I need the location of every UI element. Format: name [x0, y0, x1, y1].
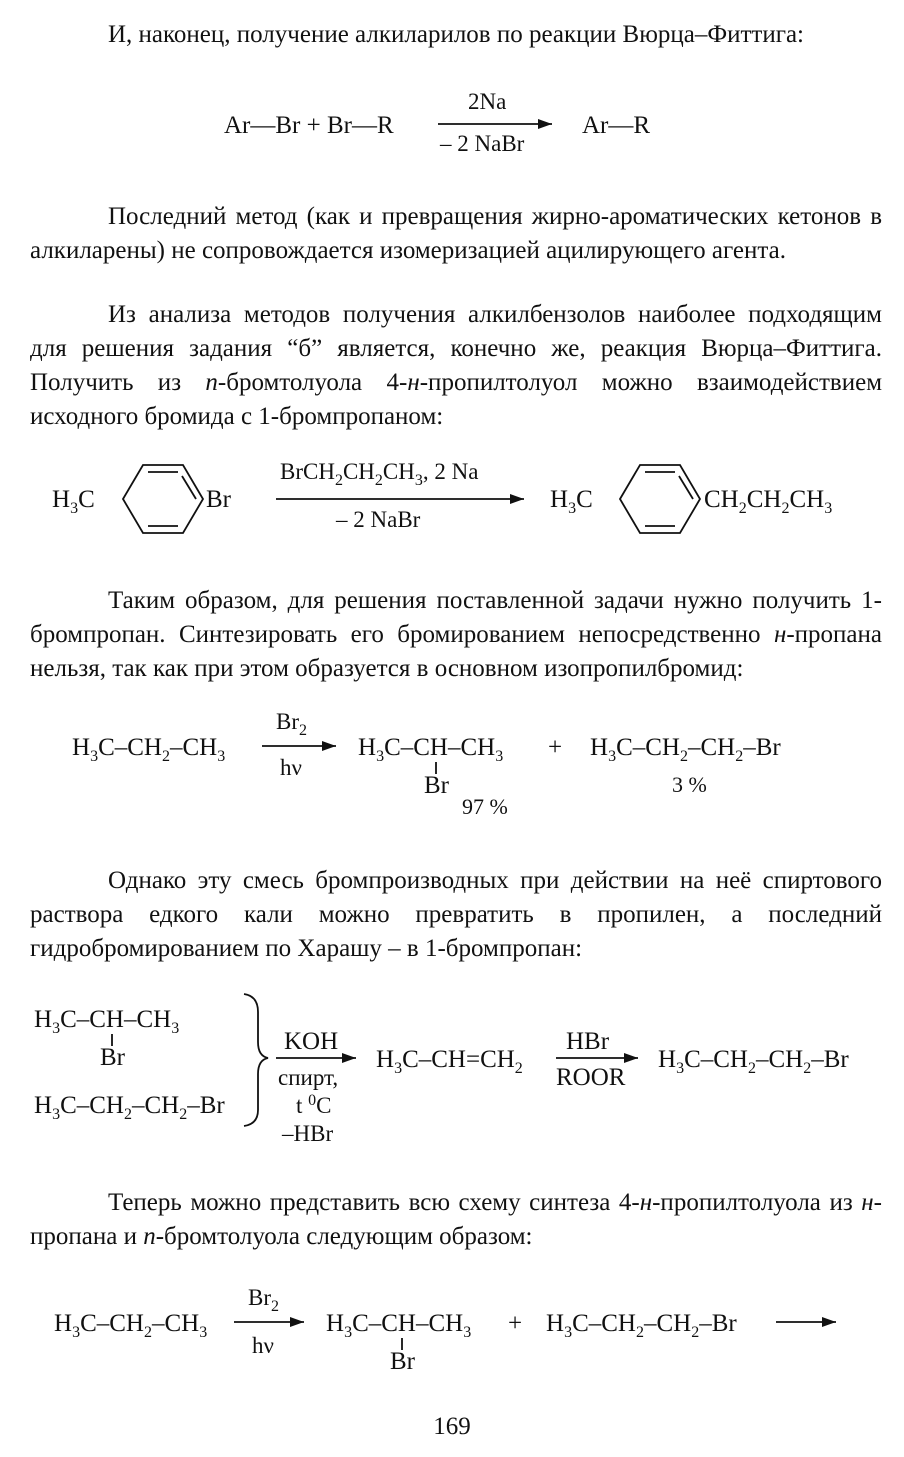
eq4-intermediate: $H_3C-CH=CH_2$ — [376, 1046, 523, 1077]
eq2-left-methyl: $H_3C$ — [52, 486, 95, 517]
paragraph-5: Однако эту смесь бромпроизводных при действии на неё спиртового раствора едкого кали можно превратить в пропилен, а последний гидробромированием по Харашу – в 1-бромпропан: — [30, 867, 882, 962]
eq5-product-2: $H_3C-CH_2-CH_2-Br$ — [546, 1310, 737, 1341]
eq1-below: – 2 NaBr — [440, 131, 525, 156]
eq3-product-2: $H_3C-CH_2-CH_2-Br$ — [590, 734, 781, 765]
eq2-right-chain: $CH_2CH_2CH_3$ — [704, 486, 833, 517]
eq3-plus: + — [548, 734, 563, 761]
eq5-above: $Br_2$ — [248, 1285, 279, 1315]
eq4-below-1: спирт, — [278, 1065, 339, 1090]
eq4-below-2: t $^0$C — [296, 1092, 332, 1118]
eq5-plus: + — [508, 1310, 523, 1337]
eq4-mix-1: $H_3C-CH-CH_3$ — [34, 1006, 180, 1037]
eq3-product-1: $H_3C-CH-CH_3$ — [358, 734, 504, 765]
eq3-reactant: $H_3C-CH_2-CH_3$ — [72, 734, 226, 765]
eq5-product-1: $H_3C-CH-CH_3$ — [326, 1310, 472, 1341]
eq4-above: KOH — [284, 1028, 339, 1055]
eq3-above: $Br_2$ — [276, 709, 307, 739]
page-number: 169 — [433, 1413, 471, 1440]
eq3-below: hν — [280, 755, 302, 780]
eq4-mix-1-br: Br — [100, 1044, 125, 1071]
eq4-below-2b: ROOR — [556, 1064, 626, 1091]
paragraph-3: Из анализа методов получения алкилбензолов наиболее подходящим для решения задания “б” является, конечно же, реакция Вюрца–Фиттига. Получить из п-бромтолуола 4-н-пропилтолуол можно взаимодействием исходного бромида с 1-бромпропаном: — [30, 301, 883, 430]
eq5-reactant: $H_3C-CH_2-CH_3$ — [54, 1310, 208, 1341]
eq3-yield-2: 3 % — [672, 772, 707, 797]
eq1-above: 2Na — [468, 89, 507, 114]
eq4-product: $H_3C-CH_2-CH_2-Br$ — [658, 1046, 849, 1077]
eq1-right: Ar—R — [582, 112, 651, 139]
eq2-above: $BrCH_2CH_2CH_3$, 2 Na — [280, 459, 479, 489]
eq3-br: Br — [424, 772, 449, 799]
eq4-below-3: –HBr — [282, 1121, 334, 1146]
eq5-br: Br — [390, 1348, 415, 1375]
eq2-left-br: Br — [206, 486, 231, 513]
eq1-left: Ar—Br + Br—R — [224, 112, 394, 139]
paragraph-1: И, наконец, получение алкиларилов по реакции Вюрца–Фиттига: — [108, 21, 804, 48]
paragraph-6: Теперь можно представить всю схему синтеза 4-н-пропилтолуола из н-пропана и п-бромтолуола следующим образом: — [30, 1189, 882, 1250]
paragraph-4: Таким образом, для решения поставленной задачи нужно получить 1-бромпропан. Синтезировать его бромированием непосредственно н-пропана нельзя, так как при этом образуется в основном изопропилбромид: — [30, 587, 882, 682]
eq5-below: hν — [252, 1333, 274, 1358]
eq4-mix-2: $H_3C-CH_2-CH_2-Br$ — [34, 1092, 225, 1123]
paragraph-2: Последний метод (как и превращения жирно-ароматических кетонов в алкиларены) не сопровождается изомеризацией ацилирующего агента. — [30, 203, 882, 264]
eq2-below: – 2 NaBr — [336, 507, 421, 532]
eq2-right-methyl: $H_3C$ — [550, 486, 593, 517]
eq3-yield-1: 97 % — [462, 794, 508, 819]
eq4-above-2: HBr — [566, 1028, 610, 1055]
